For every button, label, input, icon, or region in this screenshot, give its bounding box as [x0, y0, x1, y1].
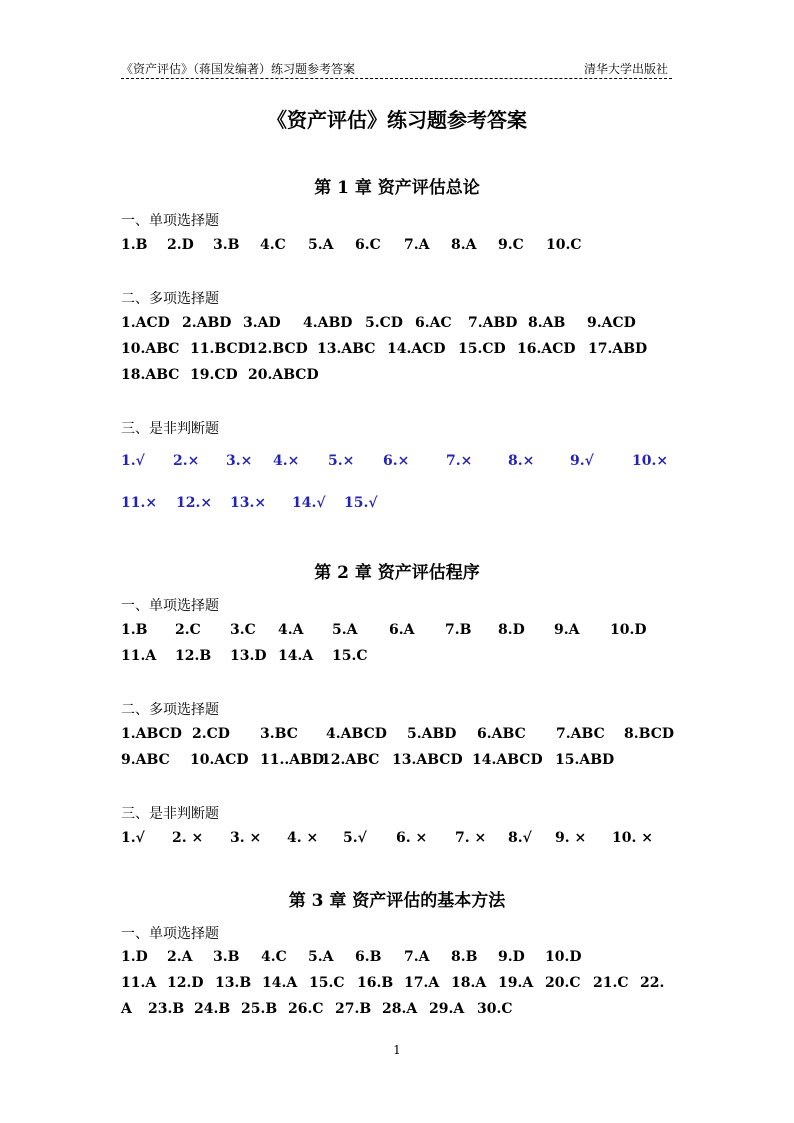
chapter-1-title: 第 1 章 资产评估总论: [314, 178, 480, 198]
answer: 6.×: [383, 453, 410, 469]
answer: 5.A: [308, 949, 334, 965]
answer: 10.×: [632, 453, 669, 469]
answer: 9.ABC: [121, 752, 170, 768]
answer: 20.C: [545, 975, 581, 991]
answer: 15.C: [309, 975, 345, 991]
answer: 14.A: [278, 648, 314, 664]
answer: 10.ACD: [190, 752, 249, 768]
answer: 4. ×: [287, 830, 319, 846]
answer: 15.C: [332, 648, 368, 664]
answer: 8.D: [498, 622, 525, 638]
answer: 10. ×: [612, 830, 653, 846]
answer: 12.D: [167, 975, 204, 991]
answer: 4.ABD: [303, 315, 353, 331]
answer: 13.B: [215, 975, 252, 991]
answer: 9.√: [570, 453, 594, 469]
answer: 3.AD: [243, 315, 281, 331]
answer: 3.BC: [260, 726, 298, 742]
answer: 14.ACD: [387, 341, 446, 357]
answer: 6.C: [355, 237, 381, 253]
answer: 15.ABD: [555, 752, 615, 768]
answer: 11.A: [121, 975, 157, 991]
answer: 5.×: [328, 453, 355, 469]
answer: 8.BCD: [624, 726, 674, 742]
answer: 2.ABD: [182, 315, 232, 331]
answer: 3.×: [226, 453, 253, 469]
answer: 1.ABCD: [121, 726, 182, 742]
answer: 14.√: [292, 495, 326, 511]
answer: 10.D: [610, 622, 647, 638]
answer: 22.: [640, 975, 665, 991]
answer: 6.B: [355, 949, 382, 965]
answer: 2.A: [167, 949, 193, 965]
answer: 20.ABCD: [248, 367, 319, 383]
ch1-single-choice-heading: 一、单项选择题: [121, 213, 219, 229]
answer: 3.C: [230, 622, 256, 638]
answer: 29.A: [429, 1001, 465, 1017]
answer: 14.ABCD: [472, 752, 543, 768]
answer: 10.C: [546, 237, 582, 253]
answer: 13.ABC: [317, 341, 376, 357]
answer: 23.B: [148, 1001, 185, 1017]
answer: 7.A: [404, 949, 430, 965]
answer: 2.CD: [192, 726, 230, 742]
chapter-2-title: 第 2 章 资产评估程序: [314, 563, 480, 583]
answer: 5.√: [343, 830, 367, 846]
answer: 6. ×: [396, 830, 428, 846]
answer: 9.D: [498, 949, 525, 965]
ch3-single-choice-heading: 一、单项选择题: [121, 926, 219, 942]
answer: 7. ×: [455, 830, 487, 846]
answer: 4.C: [261, 949, 287, 965]
answer: 6.ABC: [477, 726, 526, 742]
answer: 10.ABC: [121, 341, 180, 357]
header-left: 《资产评估》（蒋国发编著）练习题参考答案: [121, 62, 356, 76]
answer: 19.A: [498, 975, 534, 991]
answer: 4.A: [278, 622, 304, 638]
answer: 11..ABD: [260, 752, 325, 768]
answer: 7.ABD: [468, 315, 518, 331]
answer: 30.C: [477, 1001, 513, 1017]
answer: 17.A: [404, 975, 440, 991]
answer: 3.B: [213, 237, 240, 253]
answer: 1.D: [121, 949, 148, 965]
answer: 5.A: [332, 622, 358, 638]
answer: 8.B: [451, 949, 478, 965]
document-title: 《资产评估》练习题参考答案: [267, 108, 527, 132]
ch2-multiple-choice-heading: 二、多项选择题: [121, 702, 219, 718]
answer: A: [121, 1001, 132, 1017]
answer: 8.A: [451, 237, 477, 253]
answer: 6.AC: [415, 315, 452, 331]
answer: 16.ACD: [517, 341, 576, 357]
answer: 2.C: [175, 622, 201, 638]
answer: 7.B: [445, 622, 472, 638]
answer: 7.A: [404, 237, 430, 253]
ch2-single-choice-heading: 一、单项选择题: [121, 598, 219, 614]
answer: 14.A: [262, 975, 298, 991]
answer: 2.D: [167, 237, 194, 253]
answer: 2. ×: [172, 830, 204, 846]
answer: 6.A: [389, 622, 415, 638]
answer: 19.CD: [190, 367, 238, 383]
answer: 4.ABCD: [326, 726, 387, 742]
chapter-3-title: 第 3 章 资产评估的基本方法: [288, 891, 506, 911]
answer: 11.A: [121, 648, 157, 664]
ch1-multiple-choice-heading: 二、多项选择题: [121, 291, 219, 307]
ch2-true-false-heading: 三、是非判断题: [121, 806, 219, 822]
ch1-true-false-heading: 三、是非判断题: [121, 421, 219, 437]
answer: 1.√: [121, 830, 145, 846]
answer: 7.ABC: [556, 726, 605, 742]
answer: 9.C: [498, 237, 524, 253]
answer: 12.ABC: [321, 752, 380, 768]
answer: 17.ABD: [588, 341, 648, 357]
header-divider: [121, 78, 672, 79]
answer: 1.B: [121, 622, 148, 638]
answer: 18.A: [451, 975, 487, 991]
answer: 27.B: [335, 1001, 372, 1017]
answer: 5.A: [308, 237, 334, 253]
answer: 28.A: [382, 1001, 418, 1017]
answer: 1.√: [121, 453, 145, 469]
answer: 26.C: [288, 1001, 324, 1017]
answer: 11.BCD: [190, 341, 250, 357]
answer: 15.√: [344, 495, 378, 511]
answer: 11.×: [121, 495, 158, 511]
answer: 4.×: [273, 453, 300, 469]
answer: 18.ABC: [121, 367, 180, 383]
answer: 3.B: [213, 949, 240, 965]
answer: 8.AB: [528, 315, 566, 331]
answer: 8.√: [508, 830, 532, 846]
answer: 5.ABD: [407, 726, 457, 742]
answer: 13.D: [230, 648, 267, 664]
header-right: 清华大学出版社: [583, 62, 668, 76]
answer: 13.×: [230, 495, 267, 511]
answer: 21.C: [593, 975, 629, 991]
answer: 2.×: [173, 453, 200, 469]
answer: 24.B: [194, 1001, 231, 1017]
answer: 16.B: [357, 975, 394, 991]
answer: 7.×: [446, 453, 473, 469]
answer: 13.ABCD: [392, 752, 463, 768]
answer: 12.×: [176, 495, 213, 511]
answer: 9.A: [554, 622, 580, 638]
answer: 1.ACD: [121, 315, 170, 331]
answer: 1.B: [121, 237, 148, 253]
answer: 9.ACD: [587, 315, 636, 331]
answer: 12.B: [175, 648, 212, 664]
answer: 15.CD: [458, 341, 506, 357]
answer: 12.BCD: [248, 341, 308, 357]
answer: 25.B: [241, 1001, 278, 1017]
answer: 8.×: [508, 453, 535, 469]
answer: 5.CD: [365, 315, 403, 331]
page-number: 1: [393, 1043, 401, 1057]
answer: 4.C: [260, 237, 286, 253]
answer: 9. ×: [555, 830, 587, 846]
answer: 3. ×: [230, 830, 262, 846]
answer: 10.D: [545, 949, 582, 965]
